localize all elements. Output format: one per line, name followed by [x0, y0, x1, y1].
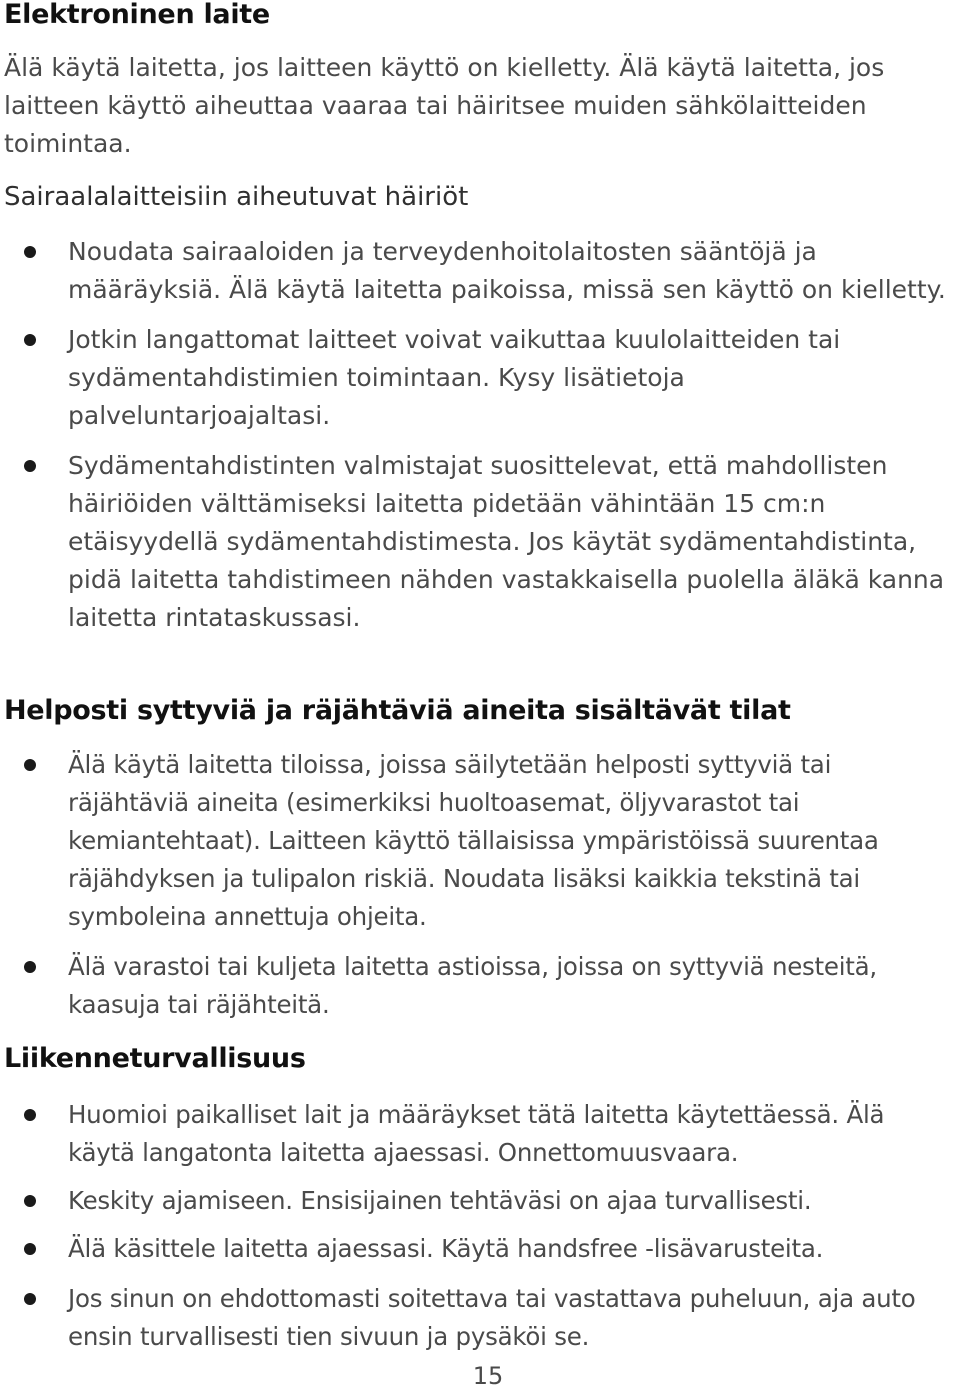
list-item	[4, 746, 952, 936]
list-item	[4, 233, 952, 309]
section-traffic-safety	[4, 1044, 952, 1074]
list-item-text: Noudata sairaaloiden ja terveydenhoitolaitosten sääntöjä ja määräyksiä. Älä käytä laitetta paikoissa, missä sen käyttö on kielletty.	[68, 237, 946, 304]
bullet-icon	[24, 759, 36, 771]
bullet-icon	[24, 1243, 36, 1255]
bullet-icon	[24, 246, 36, 258]
list-item-text: Jotkin langattomat laitteet voivat vaikuttaa kuulolaitteiden tai sydämentahdistimien toimintaan. Kysy lisätietoja palveluntarjoajaltasi.	[68, 325, 841, 430]
bullet-icon	[24, 1195, 36, 1207]
list-item-text: Älä käsittele laitetta ajaessasi. Käytä handsfree -lisävarusteita.	[68, 1234, 824, 1263]
section-heading-explosive-areas: Helposti syttyviä ja räjähtäviä aineita sisältävät tilat	[4, 695, 791, 726]
list-item-text: Älä käytä laitetta tiloissa, joissa säilytetään helposti syttyviä tai räjähtäviä aineita (esimerkiksi huoltoasemat, öljyvarastot tai kemiantehtaat). Laitteen käyttö tällaisissa ympäristöissä suurentaa räjähdyksen ja tulipalon riskiä. Noudata lisäksi kaikkia tekstinä tai symboleina annettuja ohjeita.	[68, 750, 879, 931]
section-heading-medical-interference: Sairaalalaitteisiin aiheutuvat häiriöt	[4, 182, 469, 212]
list-item	[4, 1182, 952, 1220]
section-heading-traffic-safety: Liikenneturvallisuus	[4, 1043, 306, 1074]
bullet-icon	[24, 460, 36, 472]
section-heading-electronic-device: Elektroninen laite	[4, 0, 270, 30]
section-medical-interference	[4, 182, 952, 212]
list-item	[4, 948, 952, 1024]
medical-interference-list	[4, 233, 952, 637]
list-item	[4, 1230, 952, 1268]
list-item	[4, 321, 952, 435]
bullet-icon	[24, 334, 36, 346]
list-item	[4, 1096, 952, 1172]
section-explosive-areas	[4, 696, 952, 726]
list-item	[4, 1280, 952, 1356]
bullet-icon	[24, 1293, 36, 1305]
list-item-text: Älä varastoi tai kuljeta laitetta astioissa, joissa on syttyviä nesteitä, kaasuja tai räjähteitä.	[68, 952, 877, 1019]
section-electronic-device	[4, 0, 952, 30]
electronic-device-body	[4, 49, 952, 163]
traffic-safety-list	[4, 1096, 952, 1356]
bullet-icon	[24, 961, 36, 973]
electronic-device-paragraph: Älä käytä laitetta, jos laitteen käyttö on kielletty. Älä käytä laitetta, jos laitteen käyttö aiheuttaa vaaraa tai häiritsee muiden sähkölaitteiden toimintaa.	[4, 53, 885, 158]
list-item-text: Huomioi paikalliset lait ja määräykset tätä laitetta käytettäessä. Älä käytä langatonta laitetta ajaessasi. Onnettomuusvaara.	[68, 1100, 885, 1167]
bullet-icon	[24, 1109, 36, 1121]
list-item-text: Jos sinun on ehdottomasti soitettava tai vastattava puheluun, aja auto ensin turvallisesti tien sivuun ja pysäköi se.	[68, 1284, 916, 1351]
page-number: 15	[472, 1362, 504, 1390]
list-item-text: Keskity ajamiseen. Ensisijainen tehtäväsi on ajaa turvallisesti.	[68, 1186, 812, 1215]
list-item-text: Sydämentahdistinten valmistajat suosittelevat, että mahdollisten häiriöiden välttämiseksi laitetta pidetään vähintään 15 cm:n etäisyydellä sydämentahdistimesta. Jos käytät sydämentahdistinta, pidä laitetta tahdistimeen nähden vastakkaisella puolella äläkä kanna laitetta rintataskussasi.	[68, 451, 945, 632]
list-item	[4, 447, 952, 637]
explosive-areas-list	[4, 746, 952, 1024]
